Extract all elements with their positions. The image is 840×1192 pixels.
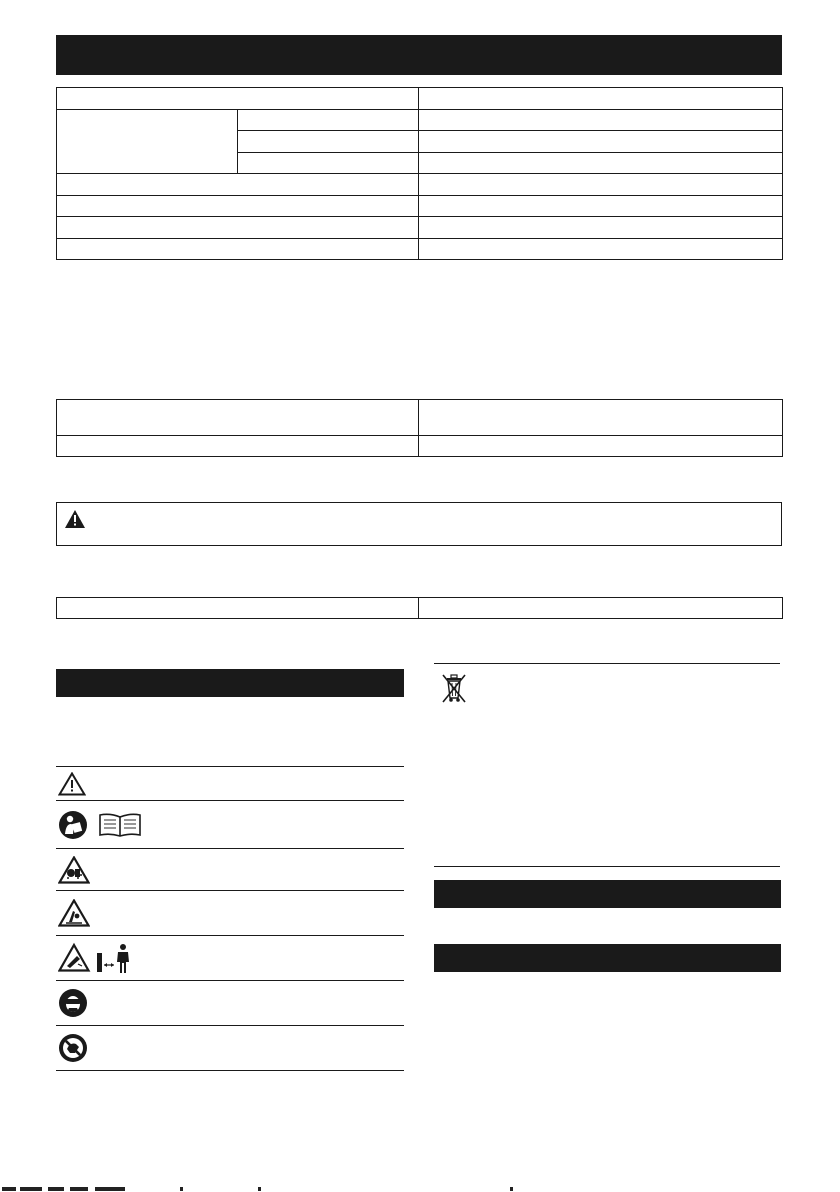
table-row [57, 88, 783, 110]
warning-triangle-icon [65, 510, 85, 533]
table-row [57, 217, 783, 239]
open-book-icon [97, 801, 143, 848]
read-manual-icon [58, 801, 88, 848]
table-cell [238, 152, 419, 174]
keep-distance-icon [58, 936, 140, 980]
table-cell [57, 217, 419, 239]
table-row [57, 400, 783, 436]
table-cell [419, 400, 783, 436]
table-cell [419, 436, 783, 457]
table-cell [238, 131, 419, 153]
table-cell [57, 238, 419, 260]
no-hands-icon [58, 1026, 88, 1070]
table-cell [57, 109, 238, 174]
symbol-row [56, 936, 404, 980]
symbol-row [56, 849, 404, 890]
table-row [57, 195, 783, 217]
symbol-row [56, 1026, 404, 1070]
vibration-table [56, 399, 782, 457]
table-cell [419, 88, 783, 110]
table-cell [57, 174, 419, 196]
caution-triangle-icon [58, 767, 86, 800]
symbol-row [56, 981, 404, 1025]
crossed-bin-icon [440, 672, 468, 709]
table-cell [419, 598, 783, 619]
table-cell [57, 598, 419, 619]
table-cell [419, 174, 783, 196]
noise-table [56, 597, 782, 619]
cropped-text-line [0, 1186, 840, 1192]
divider [434, 663, 780, 664]
specifications-heading-bar [56, 35, 782, 75]
symbol-row [56, 891, 404, 935]
table-cell [57, 436, 419, 457]
table-cell [419, 217, 783, 239]
falling-objects-icon [58, 891, 90, 935]
section-heading-bar [434, 880, 781, 908]
symbols-heading-bar [56, 669, 404, 697]
table-cell [419, 131, 783, 153]
table-cell [57, 400, 419, 436]
table-row [57, 174, 783, 196]
table-cell [419, 152, 783, 174]
table-row [57, 109, 783, 131]
divider [434, 866, 780, 867]
table-row [57, 436, 783, 457]
symbol-row [56, 801, 404, 848]
table-cell [57, 195, 419, 217]
specifications-table [56, 87, 782, 260]
section-heading-bar [434, 944, 781, 972]
symbol-row [56, 767, 404, 800]
divider [56, 1070, 404, 1071]
table-cell [419, 109, 783, 131]
table-cell [238, 109, 419, 131]
table-cell [419, 238, 783, 260]
table-cell [419, 195, 783, 217]
table-cell [57, 88, 419, 110]
wear-eye-protection-icon [58, 981, 88, 1025]
table-row [57, 238, 783, 260]
flying-objects-icon [58, 849, 90, 890]
warning-box [56, 502, 782, 546]
table-row [57, 598, 783, 619]
